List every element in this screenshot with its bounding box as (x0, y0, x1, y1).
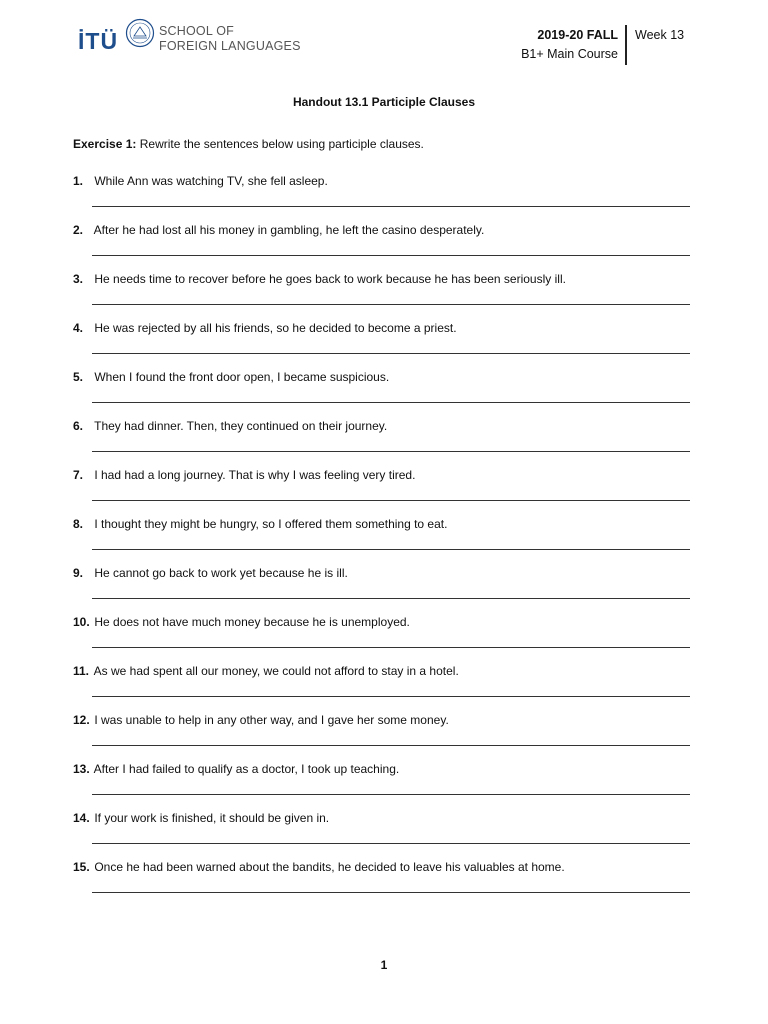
answer-line[interactable] (92, 843, 690, 844)
list-item (73, 468, 693, 517)
item-sentence: He does not have much money because he is unemployed. (94, 615, 410, 629)
school-name-line2: FOREIGN LANGUAGES (159, 39, 301, 53)
item-number: 14. (73, 811, 90, 825)
answer-line[interactable] (92, 206, 690, 207)
exercise-instructions (73, 137, 424, 151)
answer-line[interactable] (92, 304, 690, 305)
list-item (73, 860, 693, 909)
item-sentence: As we had spent all our money, we could not afford to stay in a hotel. (93, 664, 459, 678)
answer-line[interactable] (92, 794, 690, 795)
item-sentence: While Ann was watching TV, she fell asleep. (94, 174, 328, 188)
header-divider (625, 25, 627, 65)
list-item (73, 762, 693, 811)
item-sentence: I was unable to help in any other way, and I gave her some money. (94, 713, 449, 727)
item-sentence: He cannot go back to work yet because he is ill. (94, 566, 348, 580)
item-number: 6. (73, 419, 84, 433)
answer-line[interactable] (92, 402, 690, 403)
item-sentence: After I had failed to qualify as a doctor, I took up teaching. (93, 762, 400, 776)
item-sentence: He needs time to recover before he goes back to work because he has been seriously ill. (94, 272, 566, 286)
answer-line[interactable] (92, 892, 690, 893)
handout-title: Handout 13.1 Participle Clauses (292, 95, 476, 109)
week-label: Week 13 (635, 28, 685, 42)
item-sentence: If your work is finished, it should be given in. (94, 811, 330, 825)
item-number: 11. (73, 664, 90, 678)
answer-line[interactable] (92, 451, 690, 452)
item-number: 9. (73, 566, 84, 580)
exercise-instruction-text: Rewrite the sentences below using participle clauses. (136, 137, 424, 151)
list-item (73, 370, 693, 419)
item-sentence: I thought they might be hungry, so I offered them something to eat. (94, 517, 448, 531)
item-number: 7. (73, 468, 84, 482)
answer-line[interactable] (92, 647, 690, 648)
page-number: 1 (380, 958, 388, 972)
item-number: 10. (73, 615, 90, 629)
item-number: 8. (73, 517, 84, 531)
list-item (73, 419, 693, 468)
item-number: 5. (73, 370, 84, 384)
term-label: 2019-20 FALL (537, 28, 618, 42)
list-item (73, 566, 693, 615)
page-header (0, 0, 768, 70)
list-item (73, 664, 693, 713)
item-sentence: I had had a long journey. That is why I was feeling very tired. (94, 468, 416, 482)
list-item (73, 713, 693, 762)
answer-line[interactable] (92, 353, 690, 354)
item-sentence: When I found the front door open, I became suspicious. (94, 370, 390, 384)
answer-line[interactable] (92, 255, 690, 256)
item-sentence: Once he had been warned about the bandits, he decided to leave his valuables at home. (94, 860, 565, 874)
exercise-label: Exercise 1: (73, 137, 137, 151)
answer-line[interactable] (92, 549, 690, 550)
item-number: 12. (73, 713, 90, 727)
itu-logo: İTÜ (78, 28, 119, 54)
list-item (73, 811, 693, 860)
course-info (521, 26, 625, 64)
school-name (159, 24, 301, 54)
item-sentence: After he had lost all his money in gambling, he left the casino desperately. (93, 223, 485, 237)
item-number: 3. (73, 272, 84, 286)
list-item (73, 517, 693, 566)
answer-line[interactable] (92, 745, 690, 746)
list-item (73, 174, 693, 223)
item-sentence: He was rejected by all his friends, so he decided to become a priest. (94, 321, 457, 335)
course-label: B1+ Main Course (521, 47, 618, 61)
list-item (73, 321, 693, 370)
list-item (73, 615, 693, 664)
item-number: 2. (73, 223, 84, 237)
item-number: 1. (73, 174, 84, 188)
exercise-list (73, 174, 693, 909)
item-number: 15. (73, 860, 90, 874)
answer-line[interactable] (92, 696, 690, 697)
item-sentence: They had dinner. Then, they continued on their journey. (94, 419, 388, 433)
answer-line[interactable] (92, 500, 690, 501)
item-number: 4. (73, 321, 84, 335)
list-item (73, 272, 693, 321)
list-item (73, 223, 693, 272)
item-number: 13. (73, 762, 90, 776)
university-seal-icon (125, 18, 155, 48)
answer-line[interactable] (92, 598, 690, 599)
school-name-line1: SCHOOL OF (159, 24, 234, 38)
